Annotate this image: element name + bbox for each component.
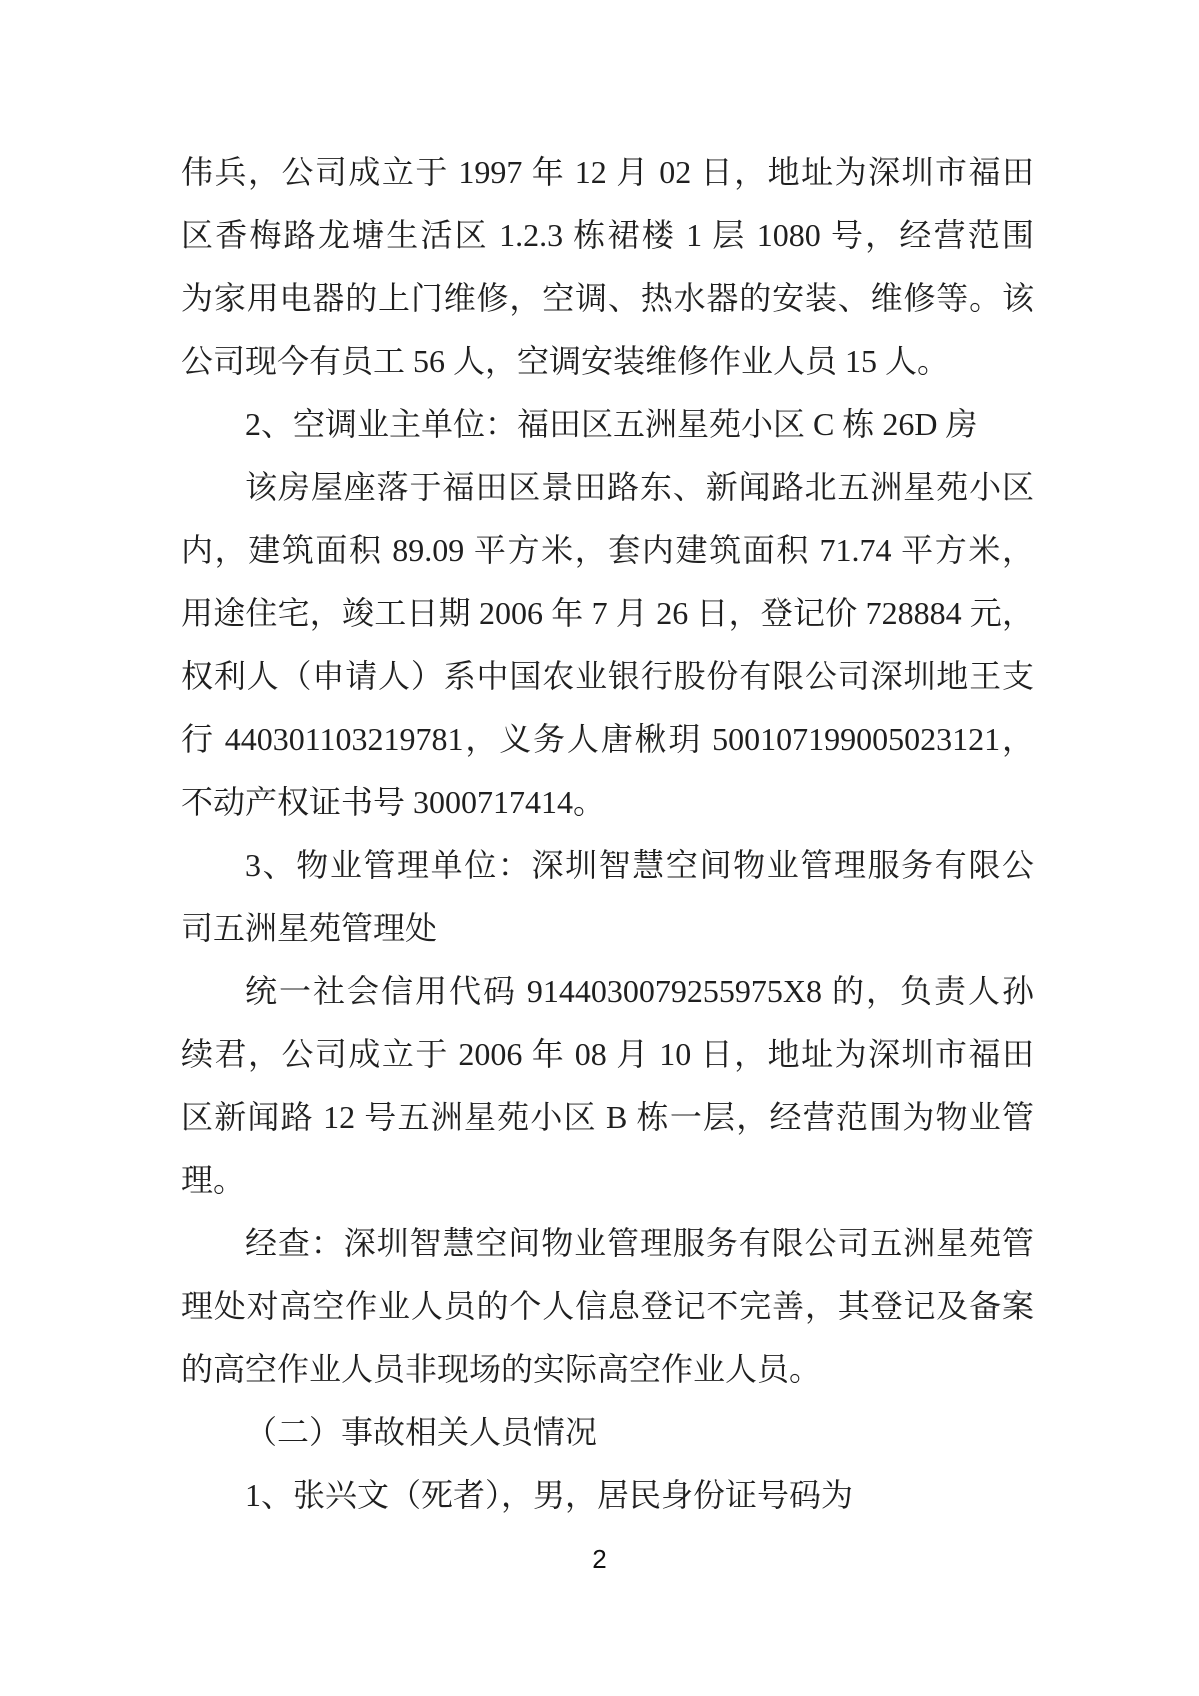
text-line: 统一社会信用代码 9144030079255975X8 的，负责人孙 <box>245 973 1034 1009</box>
text-line: 司五洲星苑管理处 <box>181 910 438 946</box>
text-line: 理处对高空作业人员的个人信息登记不完善，其登记及备案 <box>181 1288 1034 1324</box>
text-line: 区新闻路 12 号五洲星苑小区 B 栋一层，经营范围为物业管 <box>181 1099 1034 1135</box>
text-line: 为家用电器的上门维修，空调、热水器的安装、维修等。该 <box>181 280 1034 316</box>
text-line: 不动产权证书号 3000717414。 <box>181 784 606 820</box>
text-line: 该房屋座落于福田区景田路东、新闻路北五洲星苑小区 <box>245 469 1034 505</box>
text-line: 经查：深圳智慧空间物业管理服务有限公司五洲星苑管 <box>245 1225 1034 1261</box>
text-line: 用途住宅，竣工日期 2006 年 7 月 26 日，登记价 728884 元， <box>181 595 1034 631</box>
text-line: 续君，公司成立于 2006 年 08 月 10 日，地址为深圳市福田 <box>181 1036 1034 1072</box>
document-body <box>181 141 1034 1527</box>
text-line: 理。 <box>181 1162 246 1198</box>
text-line: 伟兵，公司成立于 1997 年 12 月 02 日，地址为深圳市福田 <box>181 154 1034 190</box>
text-line: 2、空调业主单位：福田区五洲星苑小区 C 栋 26D 房 <box>245 406 978 442</box>
text-line: 3、物业管理单位：深圳智慧空间物业管理服务有限公 <box>245 847 1034 883</box>
page-number: 2 <box>592 1544 607 1574</box>
text-line: 的高空作业人员非现场的实际高空作业人员。 <box>181 1351 822 1387</box>
text-line: 公司现今有员工 56 人，空调安装维修作业人员 15 人。 <box>181 343 950 379</box>
text-line: 权利人（申请人）系中国农业银行股份有限公司深圳地王支 <box>181 658 1034 694</box>
text-line: 内，建筑面积 89.09 平方米，套内建筑面积 71.74 平方米， <box>181 532 1034 568</box>
text-line: 区香梅路龙塘生活区 1.2.3 栋裙楼 1 层 1080 号，经营范围 <box>181 217 1034 253</box>
text-line: 1、张兴文（死者），男，居民身份证号码为 <box>245 1477 854 1513</box>
text-line: 行 440301103219781，义务人唐楸玥 500107199005023121， <box>181 721 1034 757</box>
text-line: （二）事故相关人员情况 <box>245 1414 598 1450</box>
